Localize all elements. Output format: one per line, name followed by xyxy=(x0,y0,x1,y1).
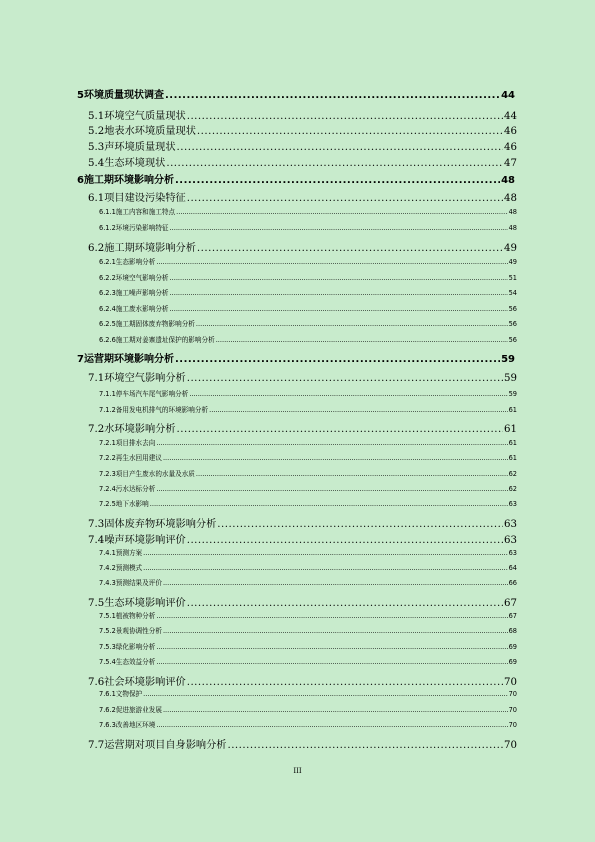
toc-entry-page: 49 xyxy=(508,258,517,266)
toc-entry-title: 地下水影响 xyxy=(115,500,149,508)
dot-leader xyxy=(216,336,508,344)
toc-entry-level1[interactable] xyxy=(77,171,515,186)
toc-entry-number: 7 xyxy=(77,354,84,365)
toc-entry-level3[interactable] xyxy=(99,498,517,508)
toc-entry-page: 61 xyxy=(508,406,517,414)
toc-entry-page: 69 xyxy=(508,643,517,651)
toc-entry-title: 固体废弃物环境影响分析 xyxy=(104,519,217,530)
toc-entry-page: 69 xyxy=(508,658,517,666)
toc-entry-level3[interactable] xyxy=(99,272,517,282)
toc-entry-title: 项目排水去向 xyxy=(115,439,156,447)
dot-leader xyxy=(156,258,507,266)
toc-entry-number: 7.6.2 xyxy=(99,706,116,714)
toc-entry-page: 61 xyxy=(504,424,517,435)
toc-entry-number: 7.4.1 xyxy=(99,549,116,557)
toc-entry-page: 48 xyxy=(508,224,517,232)
toc-entry-number: 7.5.4 xyxy=(99,658,116,666)
dot-leader xyxy=(209,406,508,414)
toc-entry-number: 5.4 xyxy=(88,158,105,169)
toc-entry-page: 70 xyxy=(504,740,517,751)
toc-entry-title: 环境空气影响分析 xyxy=(104,373,186,384)
toc-entry-number: 5.2 xyxy=(88,126,105,137)
dot-leader xyxy=(163,627,508,635)
toc-entry-level3[interactable] xyxy=(99,256,517,266)
toc-entry-level2[interactable] xyxy=(88,239,517,254)
toc-entry-page: 63 xyxy=(508,549,517,557)
toc-entry-title: 环境空气质量现状 xyxy=(104,111,186,122)
toc-entry-level3[interactable] xyxy=(99,719,517,729)
dot-leader xyxy=(196,470,508,478)
toc-entry-title: 环境质量现状调查 xyxy=(83,90,164,101)
toc-entry-page: 67 xyxy=(508,612,517,620)
toc-entry-number: 7.4 xyxy=(88,535,105,546)
toc-entry-title: 预测方案 xyxy=(115,549,143,557)
dot-leader xyxy=(217,519,503,530)
toc-entry-title: 生态环境影响评价 xyxy=(104,598,186,609)
toc-entry-page: 68 xyxy=(508,627,517,635)
dot-leader xyxy=(187,535,503,546)
toc-entry-title: 运营期对项目自身影响分析 xyxy=(104,740,227,751)
toc-entry-level1[interactable] xyxy=(77,350,515,365)
toc-entry-number: 7.2.3 xyxy=(99,470,116,478)
toc-entry-number: 6.1.2 xyxy=(99,224,116,232)
toc-entry-page: 59 xyxy=(501,354,515,365)
toc-entry-number: 7.7 xyxy=(88,740,105,751)
toc-entry-number: 6.2 xyxy=(88,243,105,254)
toc-entry-level3[interactable] xyxy=(99,404,517,414)
toc-entry-page: 56 xyxy=(508,305,517,313)
toc-entry-number: 7.6.3 xyxy=(99,721,116,729)
toc-entry-level3[interactable] xyxy=(99,318,517,328)
toc-entry-number: 6.2.4 xyxy=(99,305,116,313)
dot-leader xyxy=(163,706,508,714)
toc-entry-title: 改善地区环境 xyxy=(115,721,156,729)
toc-entry-title: 施工期对姜寨遗址保护的影响分析 xyxy=(115,336,215,344)
toc-entry-title: 声环境质量现状 xyxy=(104,142,176,153)
toc-entry-level3[interactable] xyxy=(99,303,517,313)
toc-entry-number: 5.3 xyxy=(88,142,105,153)
toc-entry-number: 6.2.6 xyxy=(99,336,116,344)
toc-entry-page: 44 xyxy=(501,90,515,101)
toc-entry-title: 再生水回用建议 xyxy=(115,454,162,462)
toc-entry-title: 施工期环境影响分析 xyxy=(83,175,174,186)
toc-entry-level2[interactable] xyxy=(88,673,517,688)
toc-entry-page: 59 xyxy=(504,373,517,384)
dot-leader xyxy=(177,142,504,153)
toc-entry-level3[interactable] xyxy=(99,577,517,587)
dot-leader xyxy=(170,289,508,297)
dot-leader xyxy=(187,598,503,609)
toc-entry-page: 56 xyxy=(508,336,517,344)
toc-entry-title: 社会环境影响评价 xyxy=(104,677,186,688)
toc-entry-page: 70 xyxy=(504,677,517,688)
toc-entry-level3[interactable] xyxy=(99,704,517,714)
toc-entry-level2[interactable] xyxy=(88,531,517,546)
toc-entry-page: 61 xyxy=(508,439,517,447)
toc-entry-title: 生态环境现状 xyxy=(104,158,166,169)
toc-entry-level2[interactable] xyxy=(88,138,517,153)
toc-entry-level2[interactable] xyxy=(88,154,517,169)
toc-entry-title: 项目产生废水的水量及水质 xyxy=(115,470,195,478)
toc-entry-number: 7.5.1 xyxy=(99,612,116,620)
dot-leader xyxy=(170,274,508,282)
toc-entry-page: 48 xyxy=(501,175,515,186)
dot-leader xyxy=(176,208,507,216)
toc-entry-title: 污水达标分析 xyxy=(115,485,156,493)
toc-entry-level2[interactable] xyxy=(88,594,517,609)
toc-entry-level2[interactable] xyxy=(88,189,517,204)
toc-entry-title: 环境空气影响分析 xyxy=(115,274,169,282)
toc-entry-number: 7.6.1 xyxy=(99,690,116,698)
dot-leader xyxy=(156,612,507,620)
page-number: III xyxy=(293,767,302,775)
toc-entry-number: 7.2.5 xyxy=(99,500,116,508)
toc-entry-page: 63 xyxy=(504,535,517,546)
toc-entry-page: 70 xyxy=(508,721,517,729)
toc-entry-level3[interactable] xyxy=(99,483,517,493)
toc-entry-title: 水环境影响分析 xyxy=(104,424,176,435)
toc-entry-level3[interactable] xyxy=(99,656,517,666)
toc-entry-level2[interactable] xyxy=(88,515,517,530)
toc-entry-page: 66 xyxy=(508,579,517,587)
toc-entry-number: 6.1 xyxy=(88,193,105,204)
dot-leader xyxy=(166,158,503,169)
toc-entry-title: 文物保护 xyxy=(115,690,143,698)
toc-entry-level3[interactable] xyxy=(99,625,517,635)
toc-entry-level3[interactable] xyxy=(99,562,517,572)
toc-entry-page: 51 xyxy=(508,274,517,282)
dot-leader xyxy=(175,354,500,365)
toc-entry-title: 噪声环境影响评价 xyxy=(104,535,186,546)
dot-leader xyxy=(150,500,508,508)
dot-leader xyxy=(163,454,508,462)
toc-entry-page: 63 xyxy=(508,500,517,508)
toc-entry-page: 46 xyxy=(504,142,517,153)
toc-entry-page: 49 xyxy=(504,243,517,254)
dot-leader xyxy=(187,111,503,122)
toc-entry-number: 7.2.1 xyxy=(99,439,116,447)
dot-leader xyxy=(187,373,503,384)
toc-entry-level3[interactable] xyxy=(99,206,517,216)
toc-entry-page: 56 xyxy=(508,320,517,328)
toc-entry-level2[interactable] xyxy=(88,122,517,137)
toc-entry-level3[interactable] xyxy=(99,437,517,447)
toc-entry-title: 促进旅游业发展 xyxy=(115,706,162,714)
toc-entry-page: 54 xyxy=(508,289,517,297)
dot-leader xyxy=(156,721,507,729)
toc-entry-number: 7.6 xyxy=(88,677,105,688)
dot-leader xyxy=(143,549,507,557)
toc-entry-page: 70 xyxy=(508,706,517,714)
toc-entry-number: 6.2.3 xyxy=(99,289,116,297)
toc-entry-number: 7.2.4 xyxy=(99,485,116,493)
toc-entry-number: 7.5.2 xyxy=(99,627,116,635)
toc-entry-title: 项目建设污染特征 xyxy=(104,193,186,204)
toc-entry-number: 7.2 xyxy=(88,424,105,435)
toc-entry-level3[interactable] xyxy=(99,222,517,232)
toc-entry-title: 预测模式 xyxy=(115,564,143,572)
toc-entry-title: 施工噪声影响分析 xyxy=(115,289,169,297)
toc-entry-page: 61 xyxy=(508,454,517,462)
toc-entry-level2[interactable] xyxy=(88,420,517,435)
toc-entry-page: 64 xyxy=(508,564,517,572)
toc-entry-level2[interactable] xyxy=(88,369,517,384)
toc-entry-title: 环境污染影响特征 xyxy=(115,224,169,232)
dot-leader xyxy=(156,658,507,666)
dot-leader xyxy=(227,740,503,751)
dot-leader xyxy=(197,126,503,137)
dot-leader xyxy=(187,193,503,204)
toc-entry-page: 62 xyxy=(508,470,517,478)
toc-entry-page: 70 xyxy=(508,690,517,698)
toc-entry-number: 7.3 xyxy=(88,519,105,530)
toc-entry-title: 备用发电机排气的环境影响分析 xyxy=(115,406,209,414)
dot-leader xyxy=(189,390,507,398)
toc-entry-title: 景观协调性分析 xyxy=(115,627,162,635)
toc-entry-page: 62 xyxy=(508,485,517,493)
toc-entry-level2[interactable] xyxy=(88,736,517,751)
toc-entry-number: 6.2.5 xyxy=(99,320,116,328)
toc-entry-number: 7.5 xyxy=(88,598,105,609)
toc-entry-number: 7.2.2 xyxy=(99,454,116,462)
toc-entry-number: 7.1.1 xyxy=(99,390,116,398)
toc-entry-number: 7.4.2 xyxy=(99,564,116,572)
toc-entry-level3[interactable] xyxy=(99,641,517,651)
toc-entry-level3[interactable] xyxy=(99,452,517,462)
toc-entry-level3[interactable] xyxy=(99,468,517,478)
toc-entry-title: 施工废水影响分析 xyxy=(115,305,169,313)
toc-entry-level3[interactable] xyxy=(99,610,517,620)
toc-entry-page: 47 xyxy=(504,158,517,169)
dot-leader xyxy=(197,243,503,254)
toc-entry-number: 7.1.2 xyxy=(99,406,116,414)
dot-leader xyxy=(170,224,508,232)
toc-entry-page: 48 xyxy=(504,193,517,204)
toc-entry-level3[interactable] xyxy=(99,388,517,398)
toc-entry-title: 生态效益分析 xyxy=(115,658,156,666)
toc-entry-title: 生态影响分析 xyxy=(115,258,156,266)
dot-leader xyxy=(156,643,507,651)
dot-leader xyxy=(163,579,508,587)
dot-leader xyxy=(187,677,503,688)
toc-entry-number: 6.2.1 xyxy=(99,258,116,266)
toc-entry-number: 5.1 xyxy=(88,111,105,122)
toc-entry-number: 7.4.3 xyxy=(99,579,116,587)
dot-leader xyxy=(143,690,507,698)
dot-leader xyxy=(177,424,504,435)
toc-entry-title: 预测结果及评价 xyxy=(115,579,162,587)
toc-entry-title: 植被物种分析 xyxy=(115,612,156,620)
toc-entry-number: 6 xyxy=(77,175,84,186)
toc-entry-number: 5 xyxy=(77,90,84,101)
dot-leader xyxy=(165,90,500,101)
toc-entry-page: 48 xyxy=(508,208,517,216)
toc-entry-title: 施工期环境影响分析 xyxy=(104,243,196,254)
toc-entry-page: 67 xyxy=(504,598,517,609)
toc-entry-number: 6.1.1 xyxy=(99,208,116,216)
dot-leader xyxy=(175,175,500,186)
toc-entry-number: 6.2.2 xyxy=(99,274,116,282)
toc-entry-level3[interactable] xyxy=(99,547,517,557)
toc-entry-level3[interactable] xyxy=(99,287,517,297)
toc-entry-level2[interactable] xyxy=(88,107,517,122)
dot-leader xyxy=(143,564,507,572)
toc-entry-title: 停车场汽车尾气影响分析 xyxy=(115,390,189,398)
toc-entry-number: 7.5.3 xyxy=(99,643,116,651)
toc-entry-title: 绿化影响分析 xyxy=(115,643,156,651)
dot-leader xyxy=(156,485,507,493)
dot-leader xyxy=(196,320,508,328)
toc-entry-level3[interactable] xyxy=(99,688,517,698)
toc-entry-title: 施工内容和施工特点 xyxy=(115,208,176,216)
toc-entry-level3[interactable] xyxy=(99,334,517,344)
toc-entry-title: 施工期固体废弃物影响分析 xyxy=(115,320,195,328)
dot-leader xyxy=(156,439,507,447)
toc-entry-number: 7.1 xyxy=(88,373,105,384)
toc-entry-page: 44 xyxy=(504,111,517,122)
toc-entry-page: 59 xyxy=(508,390,517,398)
toc-entry-level1[interactable] xyxy=(77,86,515,101)
dot-leader xyxy=(170,305,508,313)
toc-entry-page: 63 xyxy=(504,519,517,530)
toc-entry-title: 地表水环境质量现状 xyxy=(104,126,196,137)
toc-entry-title: 运营期环境影响分析 xyxy=(83,354,174,365)
toc-entry-page: 46 xyxy=(504,126,517,137)
